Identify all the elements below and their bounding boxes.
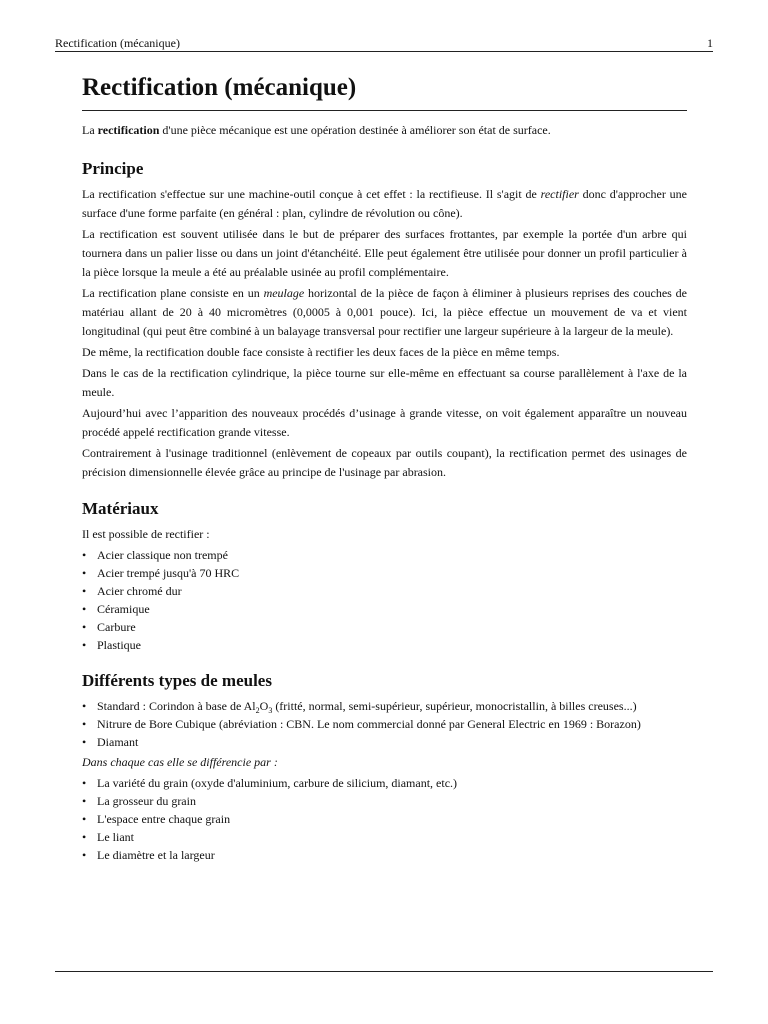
- principe-p1-start: La rectification s'effectue sur une machine-outil conçue à cet effet : la rectifieuse. Il s'agit de: [82, 187, 541, 201]
- materiaux-list: [82, 546, 687, 654]
- standard-text-start: Standard : Corindon à base de Al: [97, 699, 256, 713]
- list-item: • Céramique: [82, 600, 687, 618]
- principe-paragraph-5: Dans le cas de la rectification cylindrique, la pièce tourne sur elle-même en effectuant sa course parallèlement à l'axe de la meule.: [82, 366, 687, 399]
- meules-italic-lead: Dans chaque cas elle se différencie par :: [82, 755, 278, 769]
- list-item: • Le diamètre et la largeur: [82, 846, 687, 864]
- intro-paragraph: [82, 121, 687, 140]
- section-heading-principe: Principe: [82, 159, 144, 178]
- principe-paragraph-2: La rectification est souvent utilisée dans le but de préparer des surfaces frottantes, par exemple la portée d'un arbre qui tournera dans un palier lisse ou dans un joint d'étanchéité. Elle peut également être utilisée pour donner un profil particulier à la pièce lorsque la meule a été au préalable usinée au profil complémentaire.: [82, 227, 687, 279]
- list-item: • Diamant: [82, 733, 687, 751]
- article-body: [82, 72, 687, 864]
- list-item: • La variété du grain (oxyde d'aluminium, carbure de silicium, diamant, etc.): [82, 774, 687, 792]
- materiaux-lead: Il est possible de rectifier :: [82, 527, 210, 541]
- principe-paragraph-6: Aujourd’hui avec l’apparition des nouveaux procédés d’usinage à grande vitesse, on voit également apparaître un nouveau procédé appelé rectification grande vitesse.: [82, 406, 687, 439]
- principe-p1-end: donc d'approcher une surface d'une forme parfaite (en général : plan, cylindre de révolution ou cône).: [82, 187, 687, 220]
- principe-p3-start: La rectification plane consiste en un: [82, 286, 264, 300]
- standard-text-end: (fritté, normal, semi-supérieur, supérieur, monocristallin, à billes creuses...): [272, 699, 637, 713]
- principe-paragraph-7: Contrairement à l'usinage traditionnel (enlèvement de copeaux par outils coupant), la rectification permet des usinages de précision dimensionnelle élevée grâce au principe de l'usinage par abrasion.: [82, 446, 687, 479]
- principe-p3-end: horizontal de la pièce de façon à éliminer à plusieurs reprises des couches de matériau allant de 20 à 40 micromètres (0,0005 à 0,001 pouce). Ici, la pièce effectue un mouvement de va et vient longitudinal (qui peut être combiné à un balayage transversal pour rectifier une largeur supérieure à la largeur de la meule).: [82, 286, 687, 338]
- standard-oxygen: O: [259, 699, 269, 713]
- list-item: • Acier chromé dur: [82, 582, 687, 600]
- list-item: • Acier classique non trempé: [82, 546, 687, 564]
- list-item: • Acier trempé jusqu'à 70 HRC: [82, 564, 687, 582]
- section-heading-materiaux: Matériaux: [82, 499, 159, 518]
- page-number: 1: [707, 36, 713, 50]
- list-item: [82, 697, 687, 715]
- list-item: • Plastique: [82, 636, 687, 654]
- list-item: • Nitrure de Bore Cubique (abréviation : CBN. Le nom commercial donné par General Electric en 1969 : Borazon): [82, 715, 687, 733]
- list-item: • La grosseur du grain: [82, 792, 687, 810]
- principe-paragraph-3: [82, 284, 687, 341]
- principe-paragraph-4: De même, la rectification double face consiste à rectifier les deux faces de la pièce en même temps.: [82, 345, 560, 359]
- section-heading-meules: Différents types de meules: [82, 671, 272, 690]
- page-title: Rectification (mécanique): [82, 72, 687, 111]
- subscript: 2: [255, 706, 260, 715]
- intro-bold-term: rectification: [97, 123, 160, 137]
- principe-paragraph-1: [82, 185, 687, 223]
- running-header: [55, 35, 713, 52]
- meules-criteria-list: [82, 774, 687, 864]
- principe-p3-italic: meulage: [263, 286, 305, 300]
- footer-divider: [55, 971, 713, 972]
- principe-p1-italic: rectifier: [540, 187, 579, 201]
- running-header-title: Rectification (mécanique): [55, 36, 180, 50]
- list-item: • Carbure: [82, 618, 687, 636]
- intro-text-start: La: [82, 123, 98, 137]
- intro-text-end: d'une pièce mécanique est une opération destinée à améliorer son état de surface.: [159, 123, 551, 137]
- subscript: 3: [268, 706, 273, 715]
- list-item: • Le liant: [82, 828, 687, 846]
- list-item: • L'espace entre chaque grain: [82, 810, 687, 828]
- meules-types-list: [82, 697, 687, 751]
